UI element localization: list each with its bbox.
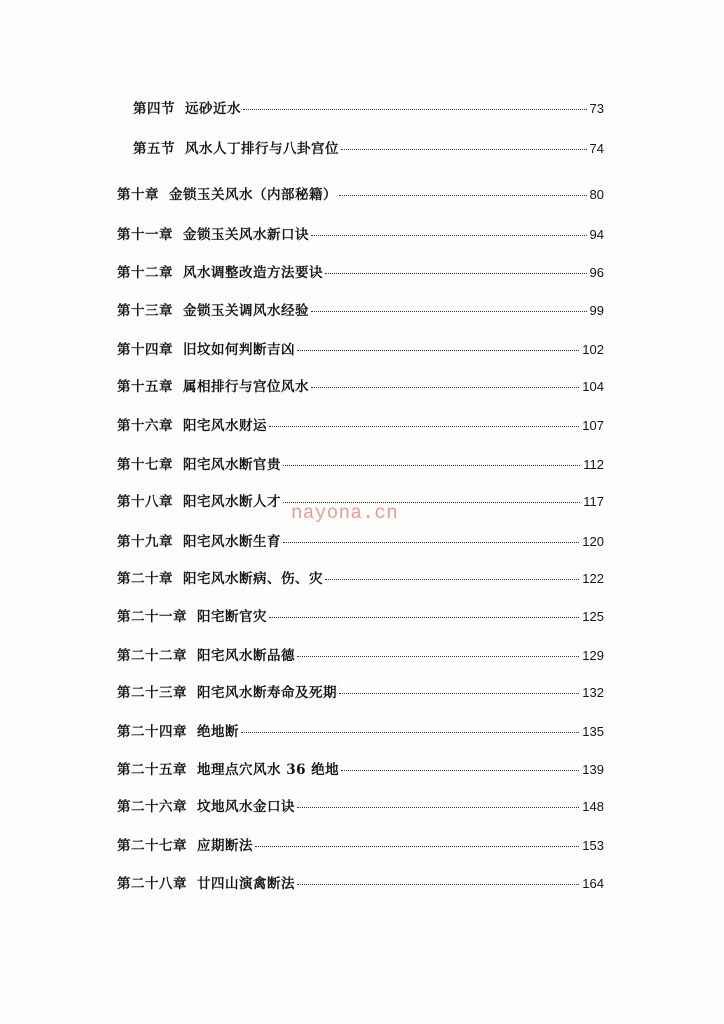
entry-page: 73 <box>589 101 604 116</box>
entry-title: 阳宅风水断寿命及死期 <box>197 685 337 701</box>
entry-page: 164 <box>582 876 604 891</box>
entry-chapter: 第二十二章 <box>117 648 187 664</box>
entry-chapter: 第二十六章 <box>117 799 187 815</box>
entry-title: 远砂近水 <box>185 101 241 117</box>
dot-leader <box>339 693 579 694</box>
dot-leader <box>297 656 579 657</box>
toc-entry <box>117 265 604 281</box>
watermark-text: nayona.cn <box>291 502 399 524</box>
entry-title: 阳宅风水断品德 <box>197 648 295 664</box>
entry-page: 112 <box>583 457 604 472</box>
entry-chapter: 第二十八章 <box>117 876 187 892</box>
entry-chapter: 第十六章 <box>117 418 173 434</box>
dot-leader <box>325 579 579 580</box>
toc-entry <box>117 457 604 473</box>
entry-title: 金锁玉关风水新口诀 <box>183 227 309 243</box>
entry-page: 107 <box>582 418 604 433</box>
entry-page: 120 <box>582 534 604 549</box>
entry-page: 132 <box>582 685 604 700</box>
entry-page: 125 <box>582 609 604 624</box>
entry-title: 阳宅断官灾 <box>197 609 267 625</box>
dot-leader <box>339 195 587 196</box>
toc-entry <box>117 685 604 701</box>
entry-page: 148 <box>582 799 604 814</box>
entry-chapter: 第四节 <box>133 101 175 117</box>
entry-chapter: 第十九章 <box>117 534 173 550</box>
toc-entry <box>117 876 604 892</box>
entry-chapter: 第二十章 <box>117 571 173 587</box>
toc-entry <box>117 227 604 243</box>
entry-page: 99 <box>589 303 604 318</box>
entry-title: 属相排行与宫位风水 <box>183 379 309 395</box>
entry-title: 阳宅风水断病、伤、灾 <box>183 571 323 587</box>
toc-entry <box>133 141 604 157</box>
toc-entry <box>117 379 604 395</box>
entry-page: 102 <box>582 342 604 357</box>
entry-chapter: 第十三章 <box>117 303 173 319</box>
toc-entry <box>133 101 604 117</box>
dot-leader <box>325 273 587 274</box>
dot-leader <box>311 311 587 312</box>
dot-leader <box>341 770 579 771</box>
dot-leader <box>283 465 580 466</box>
entry-title: 阳宅风水断官贵 <box>183 457 281 473</box>
entry-chapter: 第十二章 <box>117 265 173 281</box>
dot-leader <box>255 846 579 847</box>
dot-leader <box>311 387 579 388</box>
entry-page: 80 <box>589 187 604 202</box>
entry-title: 廿四山演禽断法 <box>197 876 295 892</box>
toc-entry <box>117 534 604 550</box>
entry-page: 96 <box>589 265 604 280</box>
entry-page: 122 <box>582 571 604 586</box>
entry-page: 153 <box>582 838 604 853</box>
toc-entry <box>117 342 604 358</box>
entry-page: 139 <box>582 762 604 777</box>
toc-entry <box>117 609 604 625</box>
dot-leader <box>243 109 587 110</box>
entry-chapter: 第十五章 <box>117 379 173 395</box>
entry-title: 阳宅风水财运 <box>183 418 267 434</box>
dot-leader <box>311 235 587 236</box>
entry-page: 74 <box>589 141 604 156</box>
dot-leader <box>297 884 579 885</box>
entry-chapter: 第二十一章 <box>117 609 187 625</box>
entry-chapter: 第二十五章 <box>117 762 187 778</box>
entry-title: 绝地断 <box>197 724 239 740</box>
entry-title: 旧坟如何判断吉凶 <box>183 342 295 358</box>
toc-entry <box>117 418 604 434</box>
toc-entry <box>117 303 604 319</box>
entry-chapter: 第十七章 <box>117 457 173 473</box>
toc-entry <box>117 838 604 854</box>
entry-chapter: 第十章 <box>117 187 159 203</box>
entry-title: 金锁玉关调风水经验 <box>183 303 309 319</box>
dot-leader <box>283 542 579 543</box>
entry-page: 94 <box>589 227 604 242</box>
entry-chapter: 第五节 <box>133 141 175 157</box>
entry-chapter: 第二十四章 <box>117 724 187 740</box>
entry-title: 阳宅风水断人才 <box>183 494 281 510</box>
entry-title: 风水人丁排行与八卦宫位 <box>185 141 339 157</box>
dot-leader <box>241 732 579 733</box>
entry-chapter: 第二十三章 <box>117 685 187 701</box>
entry-title: 坟地风水金口诀 <box>197 799 295 815</box>
toc-entry <box>117 762 604 778</box>
toc-entry <box>117 724 604 740</box>
toc-entry <box>117 648 604 664</box>
dot-leader <box>297 807 579 808</box>
entry-page: 129 <box>582 648 604 663</box>
entry-title: 地理点穴风水 36 绝地 <box>197 762 340 778</box>
dot-leader <box>269 426 579 427</box>
entry-chapter: 第十一章 <box>117 227 173 243</box>
dot-leader <box>297 350 579 351</box>
entry-chapter: 第十八章 <box>117 494 173 510</box>
entry-title: 阳宅风水断生育 <box>183 534 281 550</box>
toc-entry <box>117 571 604 587</box>
entry-page: 104 <box>582 379 604 394</box>
entry-page: 135 <box>582 724 604 739</box>
entry-page: 117 <box>583 494 604 509</box>
entry-title: 金锁玉关风水（内部秘籍） <box>169 187 337 203</box>
toc-entry <box>117 799 604 815</box>
toc-entry <box>117 187 604 203</box>
entry-title: 应期断法 <box>197 838 253 854</box>
entry-title: 风水调整改造方法要诀 <box>183 265 323 281</box>
dot-leader <box>341 149 587 150</box>
entry-chapter: 第二十七章 <box>117 838 187 854</box>
dot-leader <box>269 617 579 618</box>
entry-chapter: 第十四章 <box>117 342 173 358</box>
